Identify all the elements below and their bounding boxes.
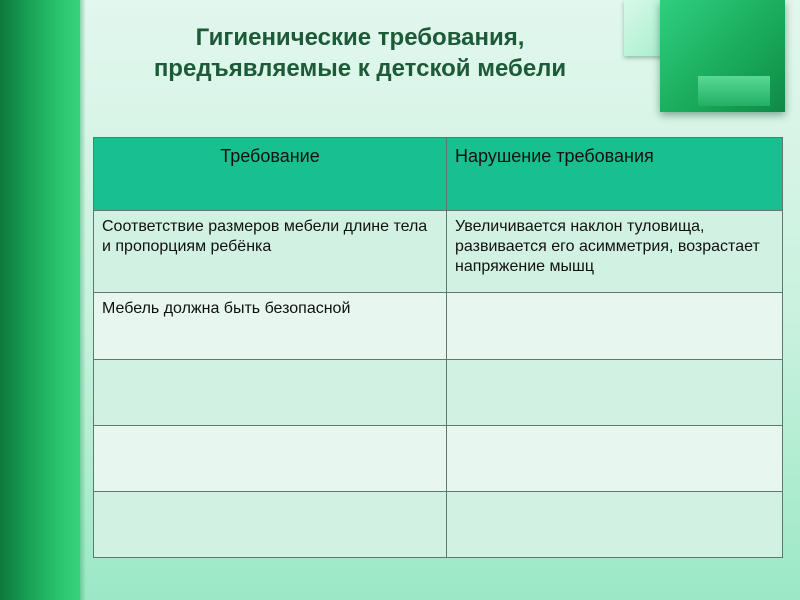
header-requirement: Требование bbox=[94, 138, 447, 211]
cell-violation: Увеличивается наклон туловища, развивается его асимметрия, возрастает напряжение мышц bbox=[447, 211, 783, 293]
left-bar-gradient-edge bbox=[80, 0, 86, 600]
requirements-table bbox=[93, 137, 783, 558]
cell-violation bbox=[447, 492, 783, 558]
left-decorative-bar bbox=[0, 0, 80, 600]
table-header-row bbox=[94, 138, 783, 211]
cell-violation bbox=[447, 426, 783, 492]
cell-violation bbox=[447, 360, 783, 426]
table-row bbox=[94, 211, 783, 293]
cell-requirement bbox=[94, 426, 447, 492]
slide-title-line-2: предъявляемые к детской мебели bbox=[153, 55, 567, 82]
table-row bbox=[94, 293, 783, 360]
slide-title bbox=[100, 22, 620, 84]
cell-requirement bbox=[94, 492, 447, 558]
table-row bbox=[94, 360, 783, 426]
header-violation: Нарушение требования bbox=[447, 138, 783, 211]
slide-title-line-1: Гигиенические требования, bbox=[195, 24, 525, 51]
table-row bbox=[94, 426, 783, 492]
cell-requirement: Соответствие размеров мебели длине тела и пропорциям ребёнка bbox=[94, 211, 447, 293]
decorative-inner-block bbox=[698, 76, 770, 106]
table-row bbox=[94, 492, 783, 558]
cell-violation bbox=[447, 293, 783, 360]
cell-requirement: Мебель должна быть безопасной bbox=[94, 293, 447, 360]
cell-requirement bbox=[94, 360, 447, 426]
